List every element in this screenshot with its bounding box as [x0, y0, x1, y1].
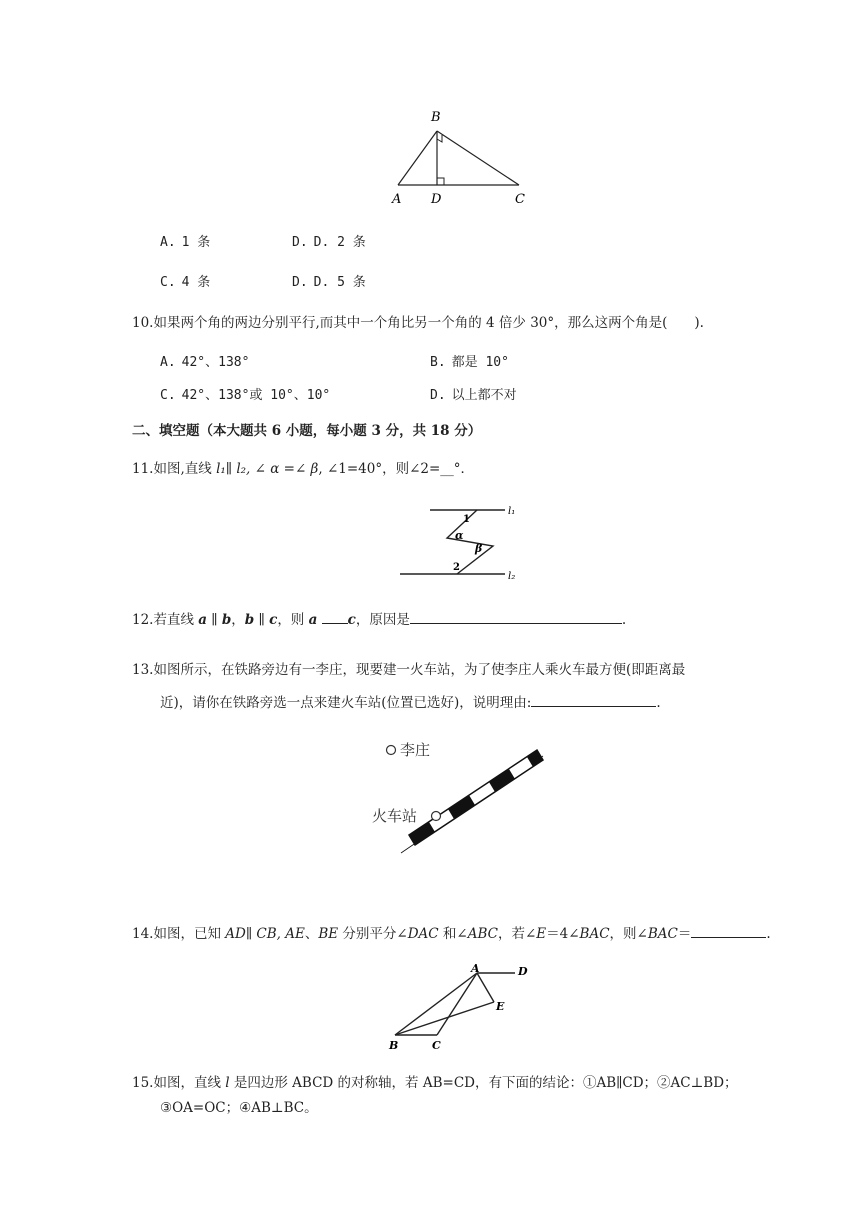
- railway-figure-q13: [365, 735, 565, 860]
- segment-ab: [395, 973, 477, 1035]
- angle-bisector-figure-q14: [385, 960, 535, 1055]
- q10-option-c: C. 42°、138°或 10°、10°: [160, 388, 331, 403]
- q10-option-d: D. 以上都不对: [430, 388, 517, 403]
- label-c: C: [432, 1039, 441, 1052]
- segment-be: [395, 1002, 494, 1035]
- q15-line-2: ③OA=OC；④AB⊥BC。: [160, 1100, 318, 1116]
- station-marker: [432, 812, 441, 821]
- section-title-fill-in: 二、填空题（本大题共 6 小题，每小题 3 分，共 18 分）: [132, 423, 482, 439]
- label-b: B: [431, 110, 441, 125]
- label-l2: l₂: [508, 571, 516, 582]
- label-l1: l₁: [508, 506, 516, 517]
- village-label: 李庄: [400, 741, 431, 759]
- parallel-lines-figure-q11: [395, 500, 530, 585]
- segment-ab: [398, 131, 437, 185]
- q13-line-2: 近)，请你在铁路旁选一点来建火车站(位置已选好)，说明理由: .: [160, 695, 661, 711]
- q12-stem: 12.若直线 a ∥ b，b ∥ c，则 a c，原因是 .: [132, 612, 627, 628]
- q9-option-d: D. D. 5 条: [292, 275, 366, 290]
- label-a: A: [392, 192, 402, 207]
- segment-bc: [437, 131, 519, 185]
- q10-option-a: A. 42°、138°: [160, 355, 250, 370]
- q9-option-c: C. 4 条: [160, 275, 211, 290]
- label-d: D: [518, 965, 528, 978]
- label-e: E: [496, 1000, 505, 1013]
- label-beta: β: [475, 542, 483, 555]
- label-angle-2: 2: [453, 562, 460, 573]
- q9-option-b: D. D. 2 条: [292, 235, 366, 250]
- q12-blank-1[interactable]: [322, 611, 348, 624]
- label-a: A: [471, 962, 480, 975]
- railway-track: [401, 750, 543, 853]
- q10-stem: 10.如果两个角的两边分别平行,而其中一个角比另一个角的 4 倍少 30°，那么这两个角是( ).: [132, 315, 704, 331]
- q10-option-b: B. 都是 10°: [430, 355, 509, 370]
- q13-line-1: 13.如图所示，在铁路旁边有一李庄，现要建一火车站，为了使李庄人乘火车最方便(即距离最: [132, 662, 686, 678]
- segment-ac: [437, 973, 477, 1035]
- q14-blank[interactable]: [691, 925, 766, 938]
- village-marker: [387, 746, 396, 755]
- label-b: B: [389, 1039, 399, 1052]
- right-angle-mark-b: [437, 135, 442, 142]
- q12-blank-2[interactable]: [410, 611, 622, 624]
- q15-line-1: 15.如图，直线 l 是四边形 ABCD 的对称轴，若 AB=CD，有下面的结论：①AB∥CD；②AC⊥BD；: [132, 1075, 738, 1091]
- triangle-figure-q9: [380, 105, 540, 210]
- right-angle-mark-d: [437, 178, 444, 185]
- q9-option-a: A. 1 条: [160, 235, 211, 250]
- q11-stem: 11.如图,直线 l₁∥ l₂, ∠ α =∠ β, ∠1=40°，则∠2=__°．: [132, 461, 475, 477]
- q14-stem: 14.如图，已知 AD∥ CB, AE、BE 分别平分∠DAC 和∠ABC，若∠E＝4∠BAC，则∠BAC＝ .: [132, 926, 771, 942]
- station-label: 火车站: [372, 807, 418, 825]
- label-angle-1: 1: [463, 514, 470, 525]
- label-c: C: [515, 192, 525, 207]
- label-alpha: α: [455, 529, 464, 542]
- segment-ae: [477, 973, 494, 1002]
- q13-blank[interactable]: [531, 694, 656, 707]
- label-d: D: [431, 192, 442, 207]
